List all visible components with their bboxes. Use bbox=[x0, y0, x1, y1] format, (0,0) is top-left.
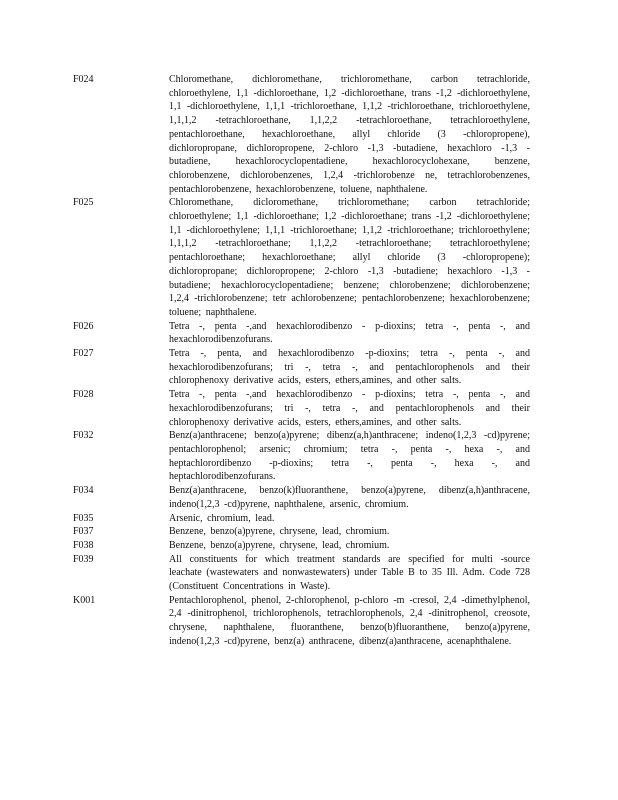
constituent-list: Tetra -, penta -,and hexachlorodibenzo - p-dioxins; tetra -, penta -, and hexachlorodibenzofurans; tri -, tetra -, and pentachlorophenols and their chlorophenoxy derivative acids, esters, ethers,amines, and other salts. bbox=[169, 389, 530, 428]
constituent-list: Chloromethane, dichloromethane, trichloromethane, carbon tetrachloride, chloroethylene, 1,1 -dichloroethane, 1,2 -dichloroethane, trans -1,2 -dichloroethylene, 1,1 -dichloroethylene, 1,1,1 -trichloroethane, 1,1,2 -trichloroethane, trichloroethylene, 1,1,1,2 -tetrachloroethane, 1,1,2,2 -tetrachloroethane, tetrachloroethylene, pentachloroethane, hexachloroethane, allyl chloride (3 -chloropropene), dichloropropane, dichloropropene, 2-chloro -1,3 -butadiene, hexachloro -1,3 -butadiene, hexachlorocyclopentadiene, hexachlorocyclohexane, benzene, chlorobenzene, dichlorobenzenes, 1,2,4 -trichlorobenze ne, tetrachlorobenzenes, pentachlorobenzene, hexachlorobenzene, toluene, naphthalene. bbox=[169, 74, 530, 195]
waste-code: F035 bbox=[73, 512, 94, 524]
table-row bbox=[0, 594, 618, 649]
waste-code: F038 bbox=[73, 539, 94, 551]
table-row bbox=[0, 196, 618, 319]
table-row bbox=[0, 484, 618, 511]
constituent-list: Tetra -, penta -,and hexachlorodibenzo - p-dioxins; tetra -, penta -, and hexachlorodibenzofurans. bbox=[169, 320, 530, 346]
waste-code: F032 bbox=[73, 430, 94, 442]
table-row bbox=[0, 525, 618, 539]
constituent-list: Tetra -, penta, and hexachlorodibenzo -p-dioxins; tetra -, penta -, and hexachlorodibenzofurans; tri -, tetra -, and pentachlorophenols and their chlorophenoxy derivative acids, esters, ethers,amines, and other salts. bbox=[169, 348, 530, 387]
waste-code: F039 bbox=[73, 553, 94, 565]
waste-code: F024 bbox=[73, 74, 94, 85]
table-row bbox=[0, 429, 618, 484]
waste-code: K001 bbox=[73, 594, 96, 606]
waste-code: F028 bbox=[73, 389, 94, 401]
table-row bbox=[0, 512, 618, 526]
table-row bbox=[0, 539, 618, 553]
waste-code: F026 bbox=[73, 320, 94, 332]
constituent-list: All constituents for which treatment standards are specified for multi -source leachate (wastewaters and nonwastewaters) under Table B to 35 Ill. Adm. Code 728 (Constituent Concentrations in Waste). bbox=[169, 553, 530, 593]
waste-code: F027 bbox=[73, 348, 94, 360]
waste-constituent-table bbox=[0, 73, 618, 649]
table-row bbox=[0, 320, 618, 347]
constituent-list: Pentachlorophenol, phenol, 2-chlorophenol, p-chloro -m -cresol, 2,4 -dimethylphenol, 2,4 -dinitrophenol, trichlorophenols, tetrachlorophenols, 2,4 -dinitrophenol, creosote, chrysene, naphthalene, fluoranthene, benzo(b)fluoranthene, benzo(a)pyrene, indeno(1,2,3 -cd)pyrene, benz(a) anthracene, dibenz(a)anthracene, acenaphthalene. bbox=[169, 594, 530, 647]
constituent-list: Benzene, benzo(a)pyrene, chrysene, lead, chromium. bbox=[169, 539, 390, 551]
constituent-list: Benz(a)anthracene, benzo(k)fluoranthene, benzo(a)pyrene, dibenz(a,h)anthracene, indeno(1,2,3 -cd)pyrene, naphthalene, arsenic, chromium. bbox=[169, 485, 530, 510]
table-row bbox=[0, 553, 618, 594]
table-row bbox=[0, 388, 618, 429]
constituent-list: Arsenic, chromium, lead. bbox=[169, 512, 275, 524]
waste-code: F037 bbox=[73, 526, 94, 538]
constituent-list: Benz(a)anthracene; benzo(a)pyrene; dibenz(a,h)anthracene; indeno(1,2,3 -cd)pyrene; pentachlorophenol; arsenic; chromium; tetra -, penta -, hexa -, and heptachlorordibenzo -p-dioxins; tetra -, penta -, hexa -, and heptachlorodibenzofurans. bbox=[169, 430, 530, 483]
table-row bbox=[0, 73, 618, 196]
constituent-list: Chloromethane, dicloromethane, trichloromethane; carbon tetrachloride; chloroethylene; 1,1 -dichloroethane; 1,2 -dichloroethane; trans -1,2 -dichloroethylene; 1,1 -dichloroethylene; 1,1,1 -trichloroethane; 1,1,2 -trichloroethane; trichloroethylene; 1,1,1,2 -tetrachloroethane; 1,1,2,2 -tetrachloroethane; tetrachloroethylene; pentachloroethane; hexachloroethane; allyl chloride (3 -chloropropene); dichloropropane; dichloropropene; 2-chloro -1,3 -butadiene; hexachloro -1,3 -butadiene; hexachlorocyclopentadiene; benzene; chlorobenzene; dichlorobenzene; 1,2,4 -trichlorobenzene; tetr achlorobenzene; pentachlorobenzene; hexachlorobenzene; toluene; naphthalene. bbox=[169, 197, 530, 318]
table-row bbox=[0, 347, 618, 388]
constituent-list: Benzene, benzo(a)pyrene, chrysene, lead, chromium. bbox=[169, 526, 390, 538]
waste-code: F034 bbox=[73, 485, 94, 497]
waste-code: F025 bbox=[73, 197, 94, 209]
